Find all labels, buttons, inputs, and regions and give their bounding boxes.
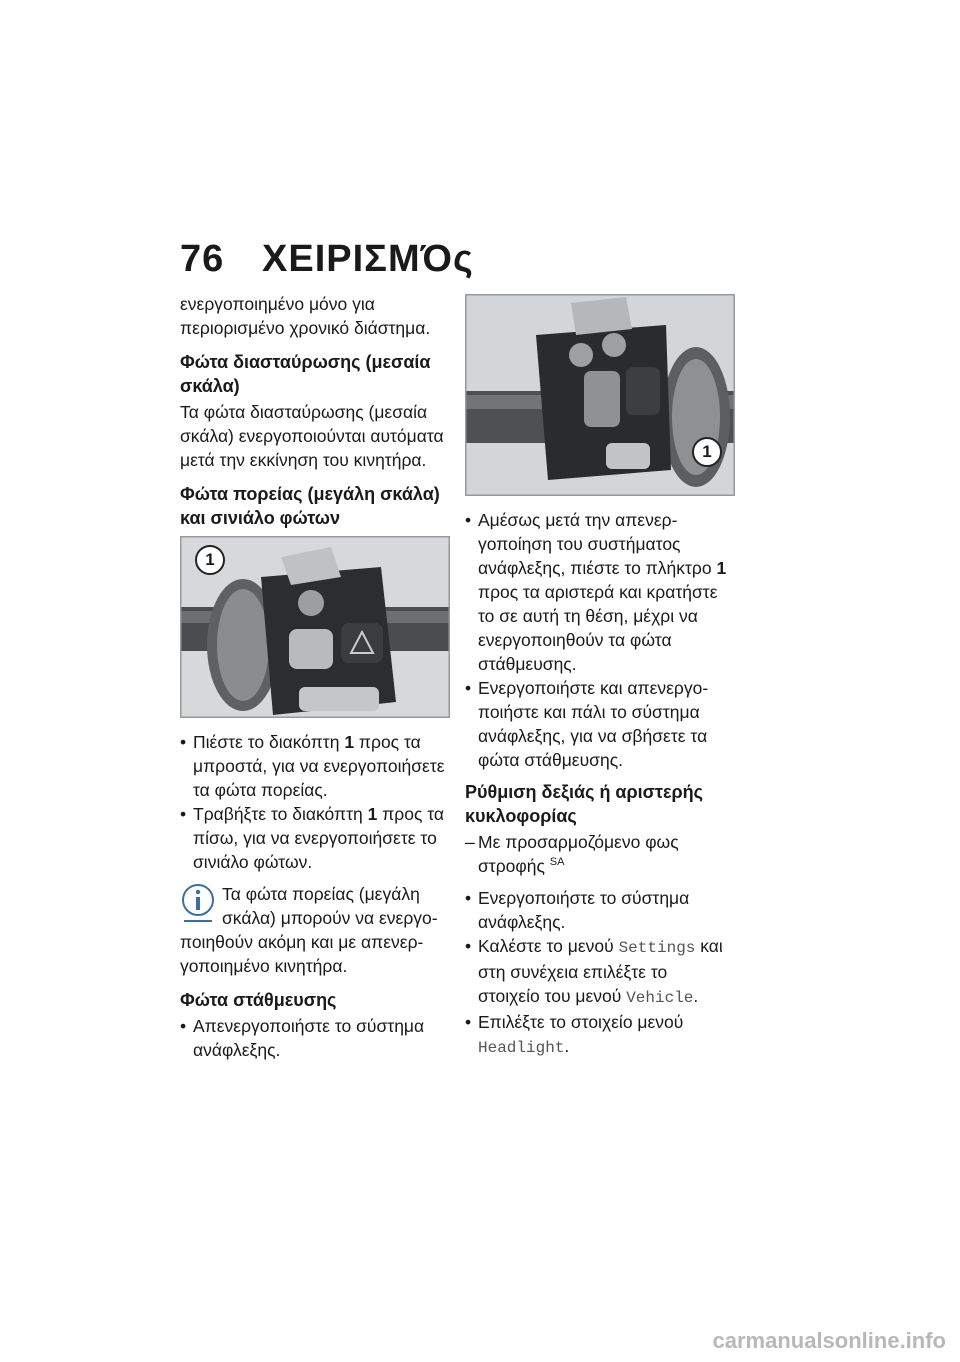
list-item	[180, 730, 448, 802]
right-switch-figure	[465, 294, 735, 496]
chapter-title: ΧΕΙΡΙΣΜΌς	[262, 238, 474, 280]
step-ref: 1	[344, 732, 355, 752]
step-text: Πιέστε το διακόπτη	[193, 732, 345, 752]
daytime-lights-text: Τα φώτα διασταύρωσης (μεσαία σκάλα) ενεργοποιούνται αυτόματα μετά την εκκίνηση του κινητήρα.	[180, 402, 444, 470]
right-column	[465, 294, 733, 1068]
step-text: Αμέσως μετά την απενεργοποίηση του συστήματος ανάφλεξης, πιέστε το πλήκτρο	[478, 510, 717, 578]
list-item	[465, 508, 733, 676]
parking-lights-heading: Φώτα στάθμευσης	[180, 990, 337, 1010]
list-item: • Ενεργοποιήστε και απενεργοποιήστε και πάλι το σύστημα ανάφλεξης, για να σβήσετε τα φώτα στάθμευσης.	[465, 676, 733, 772]
step-text: προς τα αριστερά και κρατήστε το σε αυτή τη θέση, μέχρι να ενεργοποιηθούν τα φώτα στάθμευσης.	[478, 582, 718, 674]
note-text: Τα φώτα πορείας (μεγάλη σκάλα) μπορούν να ενεργοποιηθούν ακόμη και με απενεργοποιημένο κινητήρα.	[180, 884, 438, 976]
list-item	[465, 934, 733, 1010]
step-text: προς τα πίσω, για να ενεργοποιήσετε το σινιάλο φώτων.	[193, 804, 445, 872]
step-text: Τραβήξτε το διακόπτη	[193, 804, 368, 824]
menu-settings: Settings	[618, 939, 696, 957]
intro-paragraph: ενεργοποιημένο μόνο για περιορισμένο χρονικό διάστημα.	[180, 294, 431, 338]
step-text: .	[693, 986, 699, 1006]
list-item: • Απενεργοποιήστε το σύστημα ανάφλεξης.	[180, 1014, 448, 1062]
menu-vehicle: Vehicle	[626, 989, 694, 1007]
step-ref: 1	[716, 558, 727, 578]
callout-1: 1	[692, 437, 722, 467]
step-text: Καλέστε το μενού	[478, 936, 619, 956]
daytime-lights-heading: Φώτα διασταύρωσης (μεσαία σκάλα)	[180, 352, 431, 396]
condition-text: Με προσαρμοζόμενο φως στροφής	[478, 832, 679, 876]
high-beam-steps	[180, 730, 448, 874]
list-item	[180, 802, 448, 874]
traffic-steps	[465, 886, 733, 1060]
watermark: carmanualsonline.info	[712, 1328, 946, 1353]
callout-1: 1	[195, 545, 225, 575]
step-text: προς τα μπροστά, για να ενεργοποιήσετε τα φώτα πορείας.	[193, 732, 445, 800]
step-text: Επιλέξτε το στοιχείο μενού	[478, 1012, 684, 1032]
left-switch-figure	[180, 536, 450, 718]
step-text: .	[564, 1036, 570, 1056]
info-note	[180, 882, 448, 978]
traffic-side-heading: Ρύθμιση δεξιάς ή αριστερής κυκλοφορίας	[465, 782, 704, 826]
step-ref: 1	[367, 804, 378, 824]
left-column	[180, 292, 448, 1070]
menu-headlight: Headlight	[478, 1039, 565, 1057]
parking-on-steps	[465, 508, 733, 772]
list-item	[465, 830, 733, 878]
high-beam-heading: Φώτα πορείας (μεγάλη σκάλα) και σινιάλο φώτων	[180, 484, 440, 528]
list-item	[465, 1010, 733, 1060]
traffic-condition	[465, 830, 733, 878]
step-text: και στη συνέχεια επιλέξτε το στοιχείο του μενού	[478, 936, 723, 1006]
right-handlebar-photo	[466, 295, 734, 495]
info-icon	[180, 882, 216, 924]
page-number: 76	[180, 238, 225, 280]
sa-badge: SA	[549, 856, 565, 869]
parking-steps	[180, 1014, 448, 1062]
list-item: • Ενεργοποιήστε το σύστημα ανάφλεξης.	[465, 886, 733, 934]
